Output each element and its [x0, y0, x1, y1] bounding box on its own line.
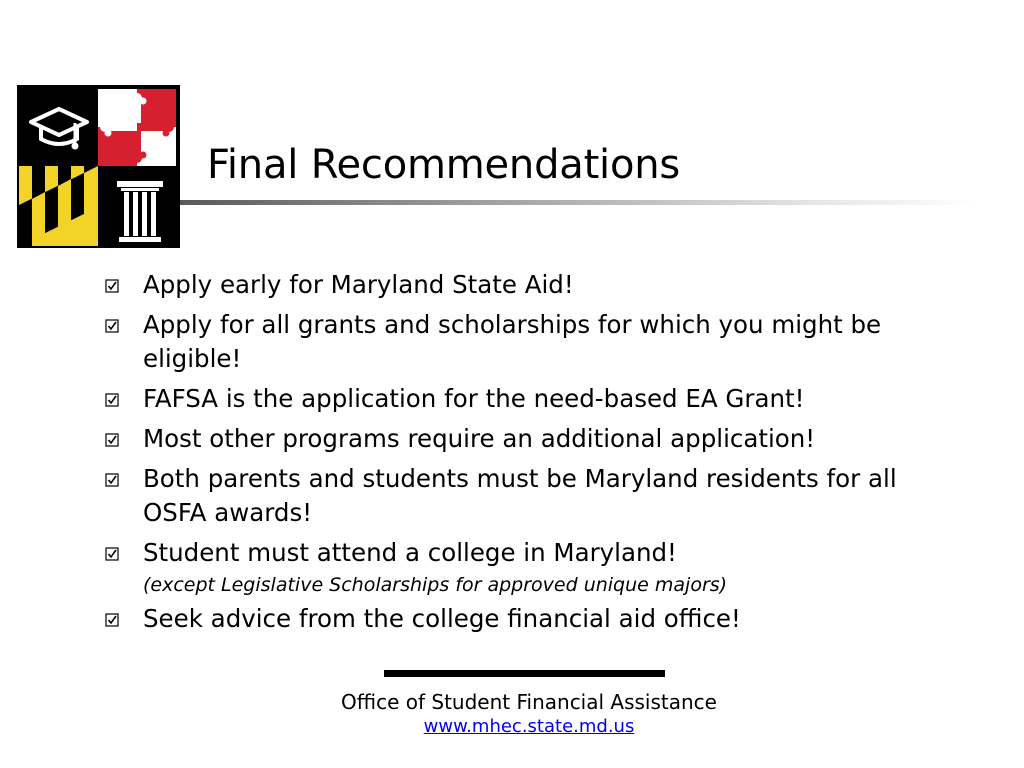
bullet-list [105, 268, 945, 642]
calvert-pattern [19, 166, 98, 246]
maryland-logo [17, 85, 180, 248]
bullet-text: Most other programs require an additional application! [143, 424, 816, 453]
slide-title: Final Recommendations [207, 142, 681, 188]
bullet-text: FAFSA is the application for the need-based EA Grant! [143, 384, 805, 413]
bullet-item [105, 382, 945, 416]
checkbox-checked-icon [105, 433, 119, 447]
bullet-text: Seek advice from the college financial aid office! [143, 604, 741, 633]
bullet-item [105, 268, 945, 302]
checkbox-checked-icon [105, 547, 119, 561]
footer-website-link[interactable]: www.mhec.state.md.us [423, 716, 635, 737]
checkbox-checked-icon [105, 279, 119, 293]
bullet-text: Both parents and students must be Maryland residents for all OSFA awards! [143, 464, 897, 527]
bullet-text: Apply early for Maryland State Aid! [143, 270, 574, 299]
footer-link-container [0, 716, 1024, 738]
bullet-item [105, 602, 945, 636]
bullet-note: (except Legislative Scholarships for approved unique majors) [143, 574, 728, 596]
bullet-text: Apply for all grants and scholarships for which you might be eligible! [143, 310, 882, 373]
checkbox-checked-icon [105, 319, 119, 333]
bullet-item [105, 422, 945, 456]
footer-office-name: Office of Student Financial Assistance [341, 690, 717, 714]
title-underline [180, 200, 980, 205]
crossed-bottony-icon [98, 89, 176, 166]
bullet-item [105, 308, 945, 376]
checkbox-checked-icon [105, 613, 119, 627]
bullet-item [105, 462, 945, 530]
bullet-text: Student must attend a college in Maryland! [143, 538, 677, 567]
bullet-item [105, 536, 945, 598]
footer-divider [384, 670, 665, 677]
checkbox-checked-icon [105, 473, 119, 487]
checkbox-checked-icon [105, 393, 119, 407]
